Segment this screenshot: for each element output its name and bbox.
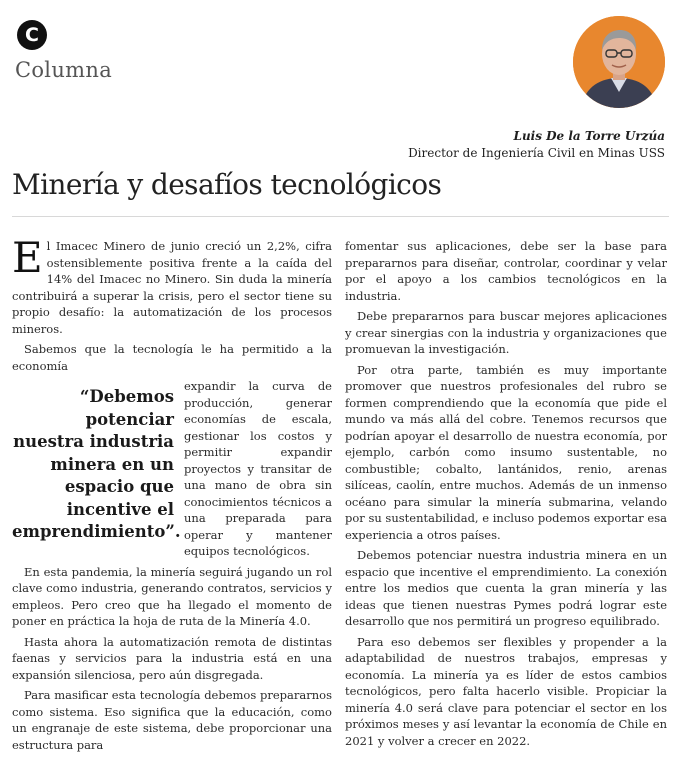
author-portrait-icon <box>573 16 665 108</box>
author-photo <box>573 16 665 108</box>
column-badge: C <box>17 20 47 50</box>
author-name: Luis De la Torre Urzúa <box>513 129 665 143</box>
drop-cap: E <box>12 233 43 282</box>
author-role: Director de Ingeniería Civil en Minas USS <box>408 146 665 160</box>
paragraph: expandir la curva de producción, generar economías de escala, gestionar los costos y permitir expandir proyectos y transitar de una mano de obra sin conocimientos técnicos a una preparada para operar y mantener equipos tecnológicos. <box>184 379 332 558</box>
paragraph: Debemos potenciar nuestra industria minera en un espacio que incentive el emprendimiento. La conexión entre los medios que cuenta la gran minería y las ideas que tienen nuestras Pymes podrá lograr este desarrollo que nos permitirá un progreso equilibrado. <box>345 548 667 628</box>
paragraph: fomentar sus aplicaciones, debe ser la base para prepararnos para diseñar, controlar, coordinar y velar por el apoyo a los cambios tecnológicos en la industria. <box>345 239 667 303</box>
headline-divider <box>12 216 669 217</box>
paragraph <box>12 233 332 337</box>
section-label: Columna <box>15 58 113 82</box>
paragraph: Para eso debemos ser flexibles y propender a la adaptabilidad de nuestros trabajos, empresas y economía. La minería ya es líder de estos cambios tecnológicos, pero falta hacerlo visible. Propiciar la minería 4.0 será clave para potenciar el sector en los próximos meses y así levantar la economía de Chile en 2021 y volver a crecer en 2022. <box>345 634 667 748</box>
paragraph: Debe prepararnos para buscar mejores aplicaciones y crear sinergias con la industria y organizaciones que promuevan la investigación. <box>345 309 667 356</box>
author-byline <box>408 128 665 162</box>
paragraph: Sabemos que la tecnología le ha permitido a la economía <box>12 342 332 373</box>
paragraph-text: l Imacec Minero de junio creció un 2,2%, cifra ostensiblemente positiva frente a la caída del 14% del Imacec no Minero. Sin duda la minería contribuirá a superar la crisis, pero el sector tiene su propio desafío: la automatización de los procesos mineros. <box>12 239 332 336</box>
paragraph: Hasta ahora la automatización remota de distintas faenas y servicios para la industria está en una expansión silenciosa, pero aún disgregada. <box>12 634 332 682</box>
paragraph: En esta pandemia, la minería seguirá jugando un rol clave como industria, generando contratos, servicios y empleos. Pero creo que ha llegado el momento de poner en práctica la hoja de ruta de la Minería 4.0. <box>12 564 332 628</box>
article-left-column <box>12 233 332 757</box>
paragraph: Para masificar esta tecnología debemos prepararnos como sistema. Eso significa que la educación, como un engranaje de este sistema, debe proporcionar una estructura para <box>12 688 332 752</box>
article-headline: Minería y desafíos tecnológicos <box>12 168 442 201</box>
paragraph: Por otra parte, también es muy importante promover que nuestros profesionales del rubro se formen comprendiendo que la economía que pide el mundo va más allá del cobre. Tenemos recursos que podrían apoyar el desarrollo de nuestra economía, por ejemplo, carbón como insumo sustentable, no combustible; cobalto, lantánidos, renio, arenas silíceas, caolín, entre muchos. Además de un inmenso océano para simular la minería submarina, velando por su sustentabilidad, e incluso podemos exportar esa experiencia a otros países. <box>345 362 667 542</box>
article-right-column <box>345 238 667 753</box>
pull-quote: “Debemos potenciar nuestra industria minera en un espacio que incentive el emprendimiento”. <box>12 387 181 541</box>
